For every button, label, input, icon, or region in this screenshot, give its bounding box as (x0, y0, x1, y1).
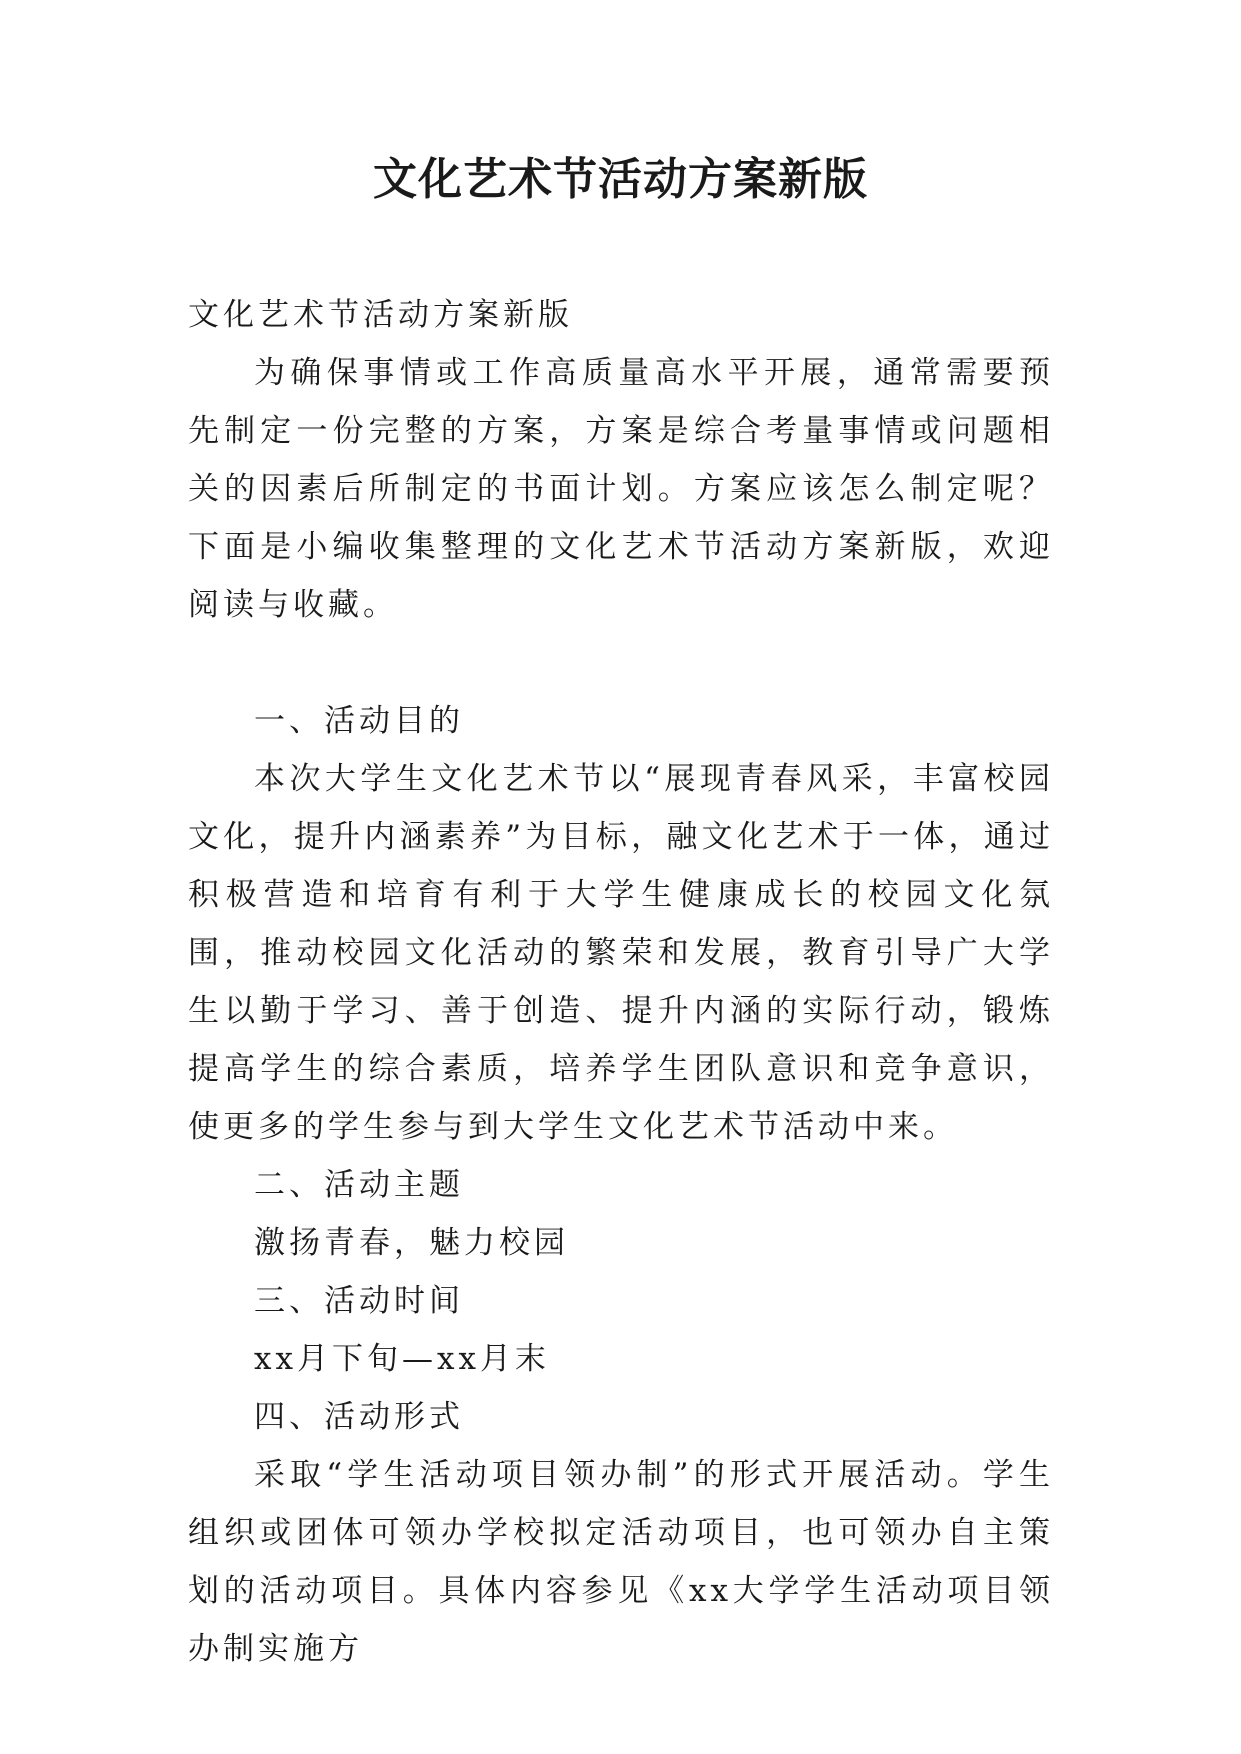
paragraph-spacer (188, 634, 1054, 692)
intro-paragraph: 为确保事情或工作高质量高水平开展，通常需要预先制定一份完整的方案，方案是综合考量事情或问题相关的因素后所制定的书面计划。方案应该怎么制定呢？下面是小编收集整理的文化艺术节活动方案新版，欢迎阅读与收藏。 (188, 355, 1054, 623)
theme-paragraph: 激扬青春，魅力校园 (254, 1225, 569, 1261)
section-heading-form: 四、活动形式 (254, 1399, 464, 1435)
purpose-paragraph: 本次大学生文化艺术节以“展现青春风采，丰富校园文化，提升内涵素养”为目标，融文化艺术于一体，通过积极营造和培育有利于大学生健康成长的校园文化氛围，推动校园文化活动的繁荣和发展，教育引导广大学生以勤于学习、善于创造、提升内涵的实际行动，锻炼提高学生的综合素质，培养学生团队意识和竞争意识，使更多的学生参与到大学生文化艺术节活动中来。 (188, 761, 1054, 1145)
time-paragraph: xx月下旬—xx月末 (254, 1341, 550, 1377)
document-body (188, 286, 1054, 1678)
document-title: 文化艺术节活动方案新版 (373, 154, 868, 205)
section-heading-theme: 二、活动主题 (254, 1167, 464, 1203)
form-paragraph: 采取“学生活动项目领办制”的形式开展活动。学生组织或团体可领办学校拟定活动项目，也可领办自主策划的活动项目。具体内容参见《xx大学学生活动项目领办制实施方 (188, 1457, 1054, 1667)
subtitle-paragraph: 文化艺术节活动方案新版 (188, 297, 573, 333)
section-heading-time: 三、活动时间 (254, 1283, 464, 1319)
section-heading-purpose: 一、活动目的 (254, 703, 464, 739)
